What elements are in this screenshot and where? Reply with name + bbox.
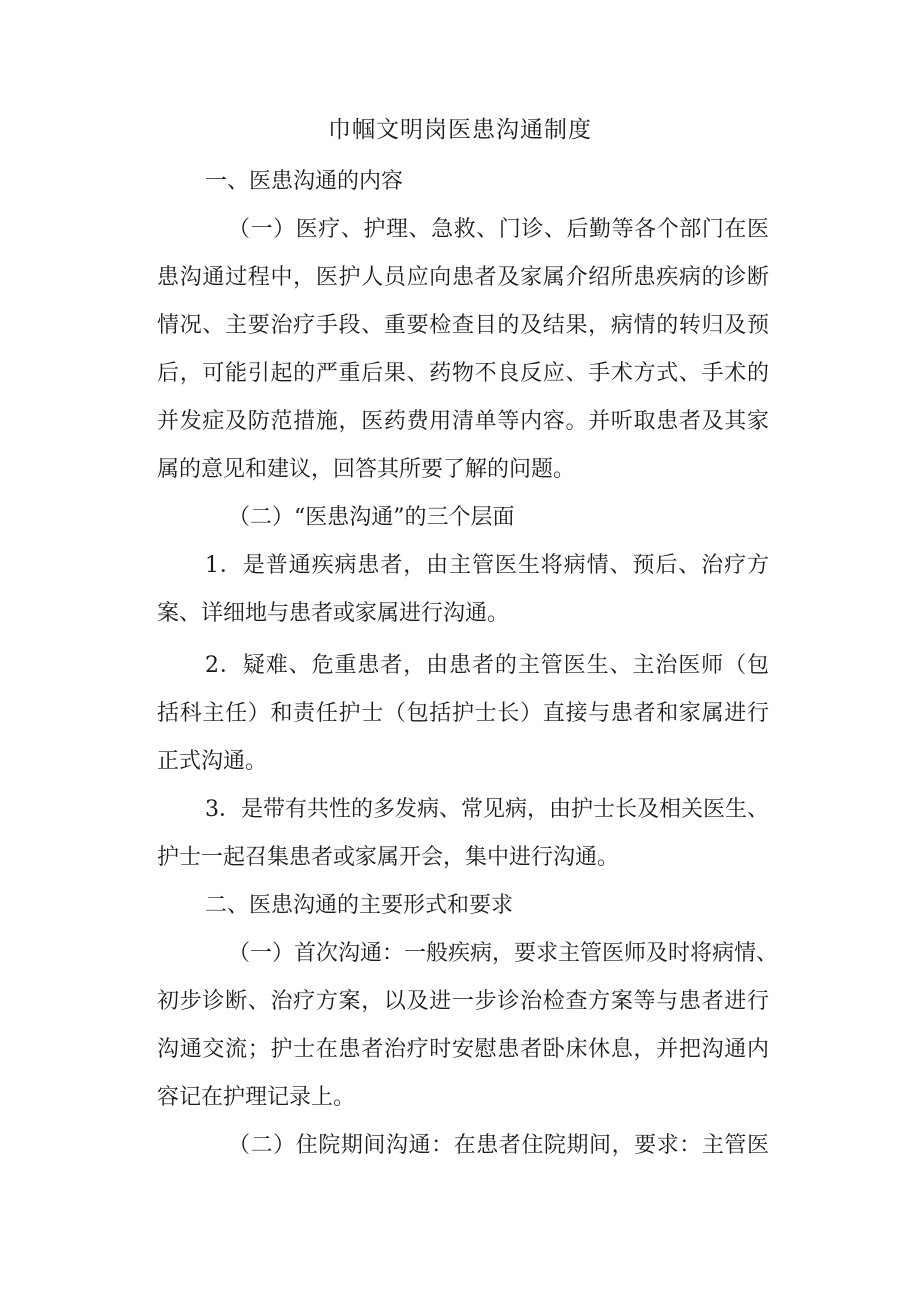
- document-title: 巾帼文明岗医患沟通制度: [328, 117, 592, 143]
- list-item-line: 案、详细地与患者或家属进行沟通。: [157, 601, 510, 626]
- paragraph-line: 容记在护理记录上。: [157, 1085, 356, 1110]
- list-item-line: 护士一起召集患者或家属开会，集中进行沟通。: [157, 845, 620, 870]
- list-item-line: 括科主任）和责任护士（包括护士长）直接与患者和家属进行: [157, 701, 769, 726]
- paragraph-line: （一）首次沟通：一般疾病，要求主管医师及时将病情、: [228, 941, 779, 966]
- paragraph-line: （一）医疗、护理、急救、门诊、后勤等各个部门在医: [228, 217, 769, 242]
- list-item-line: 1．是普通疾病患者，由主管医生将病情、预后、治疗方: [205, 553, 769, 578]
- paragraph-line: 后，可能引起的严重后果、药物不良反应、手术方式、手术的: [157, 361, 769, 386]
- section-heading-content: 一、医患沟通的内容: [205, 169, 404, 194]
- section-heading-forms: 二、医患沟通的主要形式和要求: [205, 893, 514, 918]
- paragraph-line: 患沟通过程中，医护人员应向患者及家属介绍所患疾病的诊断: [157, 265, 769, 290]
- paragraph-line: 初步诊断、治疗方案，以及进一步诊治检查方案等与患者进行: [157, 989, 769, 1014]
- list-item-line: 2．疑难、危重患者，由患者的主管医生、主治医师（包: [205, 653, 769, 678]
- paragraph-line: 属的意见和建议，回答其所要了解的问题。: [157, 457, 576, 482]
- paragraph-line: 沟通交流；护士在患者治疗时安慰患者卧床休息，并把沟通内: [157, 1037, 769, 1062]
- subheading-three-levels: （二）“医患沟通”的三个层面: [228, 505, 515, 530]
- list-item-line: 3．是带有共性的多发病、常见病，由护士长及相关医生、: [205, 797, 769, 822]
- paragraph-line: （二）住院期间沟通：在患者住院期间，要求：主管医: [228, 1133, 769, 1158]
- list-item-line: 正式沟通。: [157, 749, 268, 774]
- paragraph-line: 情况、主要治疗手段、重要检查目的及结果，病情的转归及预: [157, 313, 769, 338]
- paragraph-line: 并发症及防范措施，医药费用清单等内容。并听取患者及其家: [157, 409, 769, 434]
